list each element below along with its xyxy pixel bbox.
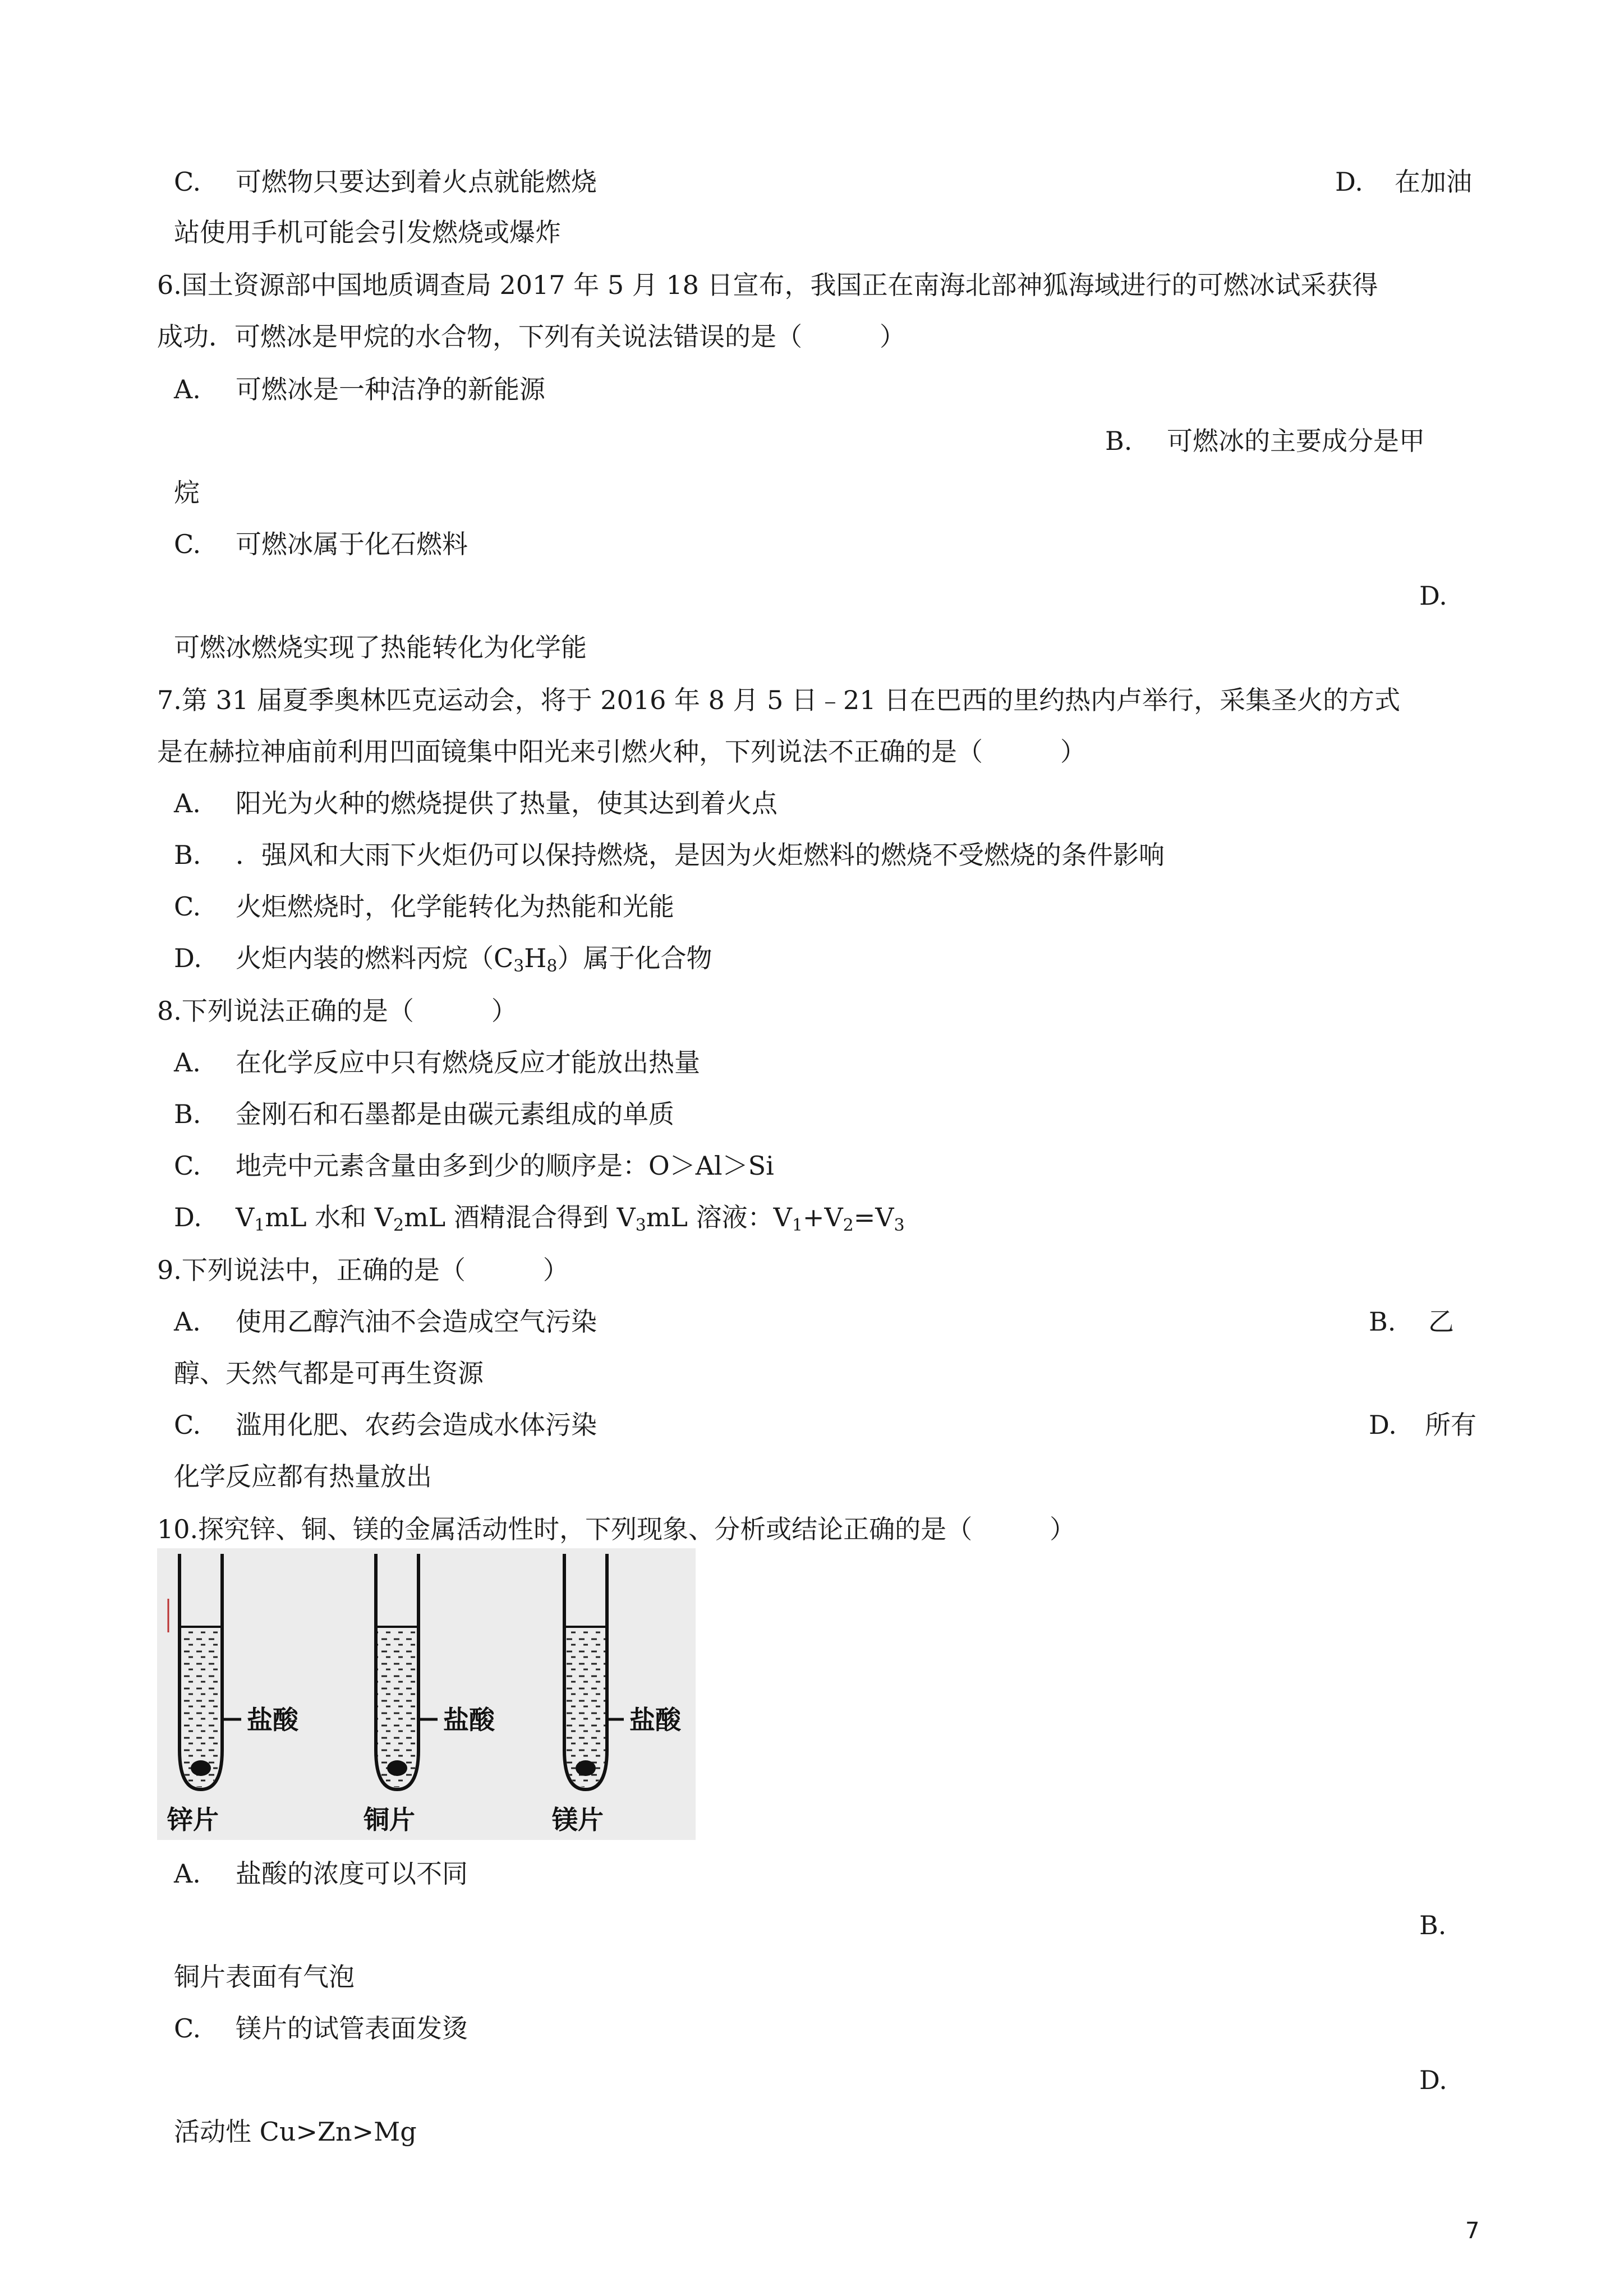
q7-option-c-text: 火炬燃烧时，化学能转化为热能和光能 <box>236 891 674 922</box>
q7-option-c-label: C. <box>174 891 201 922</box>
q6-option-b-text-cont: 烷 <box>174 477 200 508</box>
q7-option-a-label: A. <box>174 788 201 818</box>
q5-option-c-text: 可燃物只要达到着火点就能燃烧 <box>236 167 597 197</box>
q7-option-d-text: 火炬内装的燃料丙烷$(C_3H_8)$属于化合物 <box>236 943 712 976</box>
q9-option-a-text: 使用乙醇汽油不会造成空气污染 <box>236 1306 597 1337</box>
acid-label-2: 盐酸 <box>443 1705 495 1735</box>
q6-option-b-label: B. <box>1105 426 1133 456</box>
q10-option-d-label: D. <box>1419 2065 1447 2095</box>
q6-option-c-text: 可燃冰属于化石燃料 <box>236 529 468 559</box>
q6-option-b-text: 可燃冰的主要成分是甲 <box>1167 426 1425 456</box>
q10-option-c-text: 镁片的试管表面发烫 <box>236 2013 468 2044</box>
acid-label-1: 盐酸 <box>247 1705 298 1735</box>
q8-option-c-text: 地壳中元素含量由多到少的顺序是：O＞Al＞Si <box>236 1151 774 1181</box>
tube-label-magnesium: 镁片 <box>552 1805 604 1835</box>
q7-option-b-label: B. <box>174 840 201 870</box>
q8-option-c-label: C. <box>174 1151 201 1181</box>
q7-option-b-text: ．强风和大雨下火炬仍可以保持燃烧，是因为火炬燃料的燃烧不受燃烧的条件影响 <box>236 840 1165 870</box>
page-number: 7 <box>1465 2218 1480 2244</box>
q8-option-b-label: B. <box>174 1099 201 1129</box>
q9-option-d-text: 所有 <box>1425 1410 1476 1440</box>
q6-stem-line-2: 成功．可燃冰是甲烷的水合物，下列有关说法错误的是（ ） <box>157 321 905 352</box>
q6-option-d-text: 可燃冰燃烧实现了热能转化为化学能 <box>174 632 587 662</box>
tube-label-copper: 铜片 <box>364 1805 415 1835</box>
q10-option-a-label: A. <box>174 1858 201 1889</box>
q5-option-d-text-cont: 站使用手机可能会引发燃烧或爆炸 <box>174 217 561 247</box>
q8-stem: 8.下列说法正确的是（ ） <box>157 996 517 1026</box>
q5-option-d-label: D. <box>1335 167 1363 197</box>
q6-option-a-text: 可燃冰是一种洁净的新能源 <box>236 374 545 404</box>
q6-option-d-label: D. <box>1419 581 1447 611</box>
q10-option-b-label: B. <box>1419 1910 1447 1940</box>
q9-option-b-text: 乙 <box>1428 1306 1454 1337</box>
q8-option-d-text: $V_1mL$ 水和 $V_2mL$ 酒精混合得到 $V_3mL$ 溶液：$V_1+V_2=V_3$ <box>236 1202 905 1235</box>
q7-stem-line-2: 是在赫拉神庙前利用凹面镜集中阳光来引燃火种，下列说法不正确的是（ ） <box>157 737 1086 767</box>
q8-option-d-label: D. <box>174 1202 202 1232</box>
q5-option-c-label: C. <box>174 167 201 197</box>
q9-stem: 9.下列说法中，正确的是（ ） <box>157 1255 569 1285</box>
q6-option-c-label: C. <box>174 529 201 559</box>
q9-option-b-text-cont: 醇、天然气都是可再生资源 <box>174 1358 484 1388</box>
q10-stem: 10.探究锌、铜、镁的金属活动性时，下列现象、分析或结论正确的是（ ） <box>157 1514 1076 1544</box>
q9-option-c-text: 滥用化肥、农药会造成水体污染 <box>236 1410 597 1440</box>
q8-option-a-text: 在化学反应中只有燃烧反应才能放出热量 <box>236 1047 700 1078</box>
q10-test-tube-figure <box>157 1548 696 1840</box>
q9-option-d-text-cont: 化学反应都有热量放出 <box>174 1461 432 1492</box>
q9-option-c-label: C. <box>174 1410 201 1440</box>
q9-option-d-label: D. <box>1369 1410 1397 1440</box>
q7-option-d-label: D. <box>174 943 202 973</box>
q9-option-b-label: B. <box>1369 1306 1396 1337</box>
q10-option-c-label: C. <box>174 2013 201 2044</box>
q8-option-a-label: A. <box>174 1047 201 1078</box>
q10-option-b-text: 铜片表面有气泡 <box>174 1962 355 1992</box>
q9-option-a-label: A. <box>174 1306 201 1337</box>
tube-label-zinc: 锌片 <box>167 1805 219 1835</box>
q8-option-b-text: 金刚石和石墨都是由碳元素组成的单质 <box>236 1099 674 1129</box>
acid-label-3: 盐酸 <box>629 1705 681 1735</box>
q10-option-a-text: 盐酸的浓度可以不同 <box>236 1858 468 1889</box>
q7-stem-line-1: 7.第 31 届夏季奥林匹克运动会，将于 2016 年 8 月 5 日﹣21 日在巴西的里约热内卢举行，采集圣火的方式 <box>157 685 1401 715</box>
q6-stem-line-1: 6.国土资源部中国地质调查局 2017 年 5 月 18 日宣布，我国正在南海北部神狐海域进行的可燃冰试采获得 <box>157 270 1378 300</box>
q7-option-a-text: 阳光为火种的燃烧提供了热量，使其达到着火点 <box>236 788 778 818</box>
q6-option-a-label: A. <box>174 374 201 404</box>
q10-option-d-text: 活动性 Cu>Zn>Mg <box>174 2116 417 2147</box>
q5-option-d-text: 在加油 <box>1395 167 1472 197</box>
